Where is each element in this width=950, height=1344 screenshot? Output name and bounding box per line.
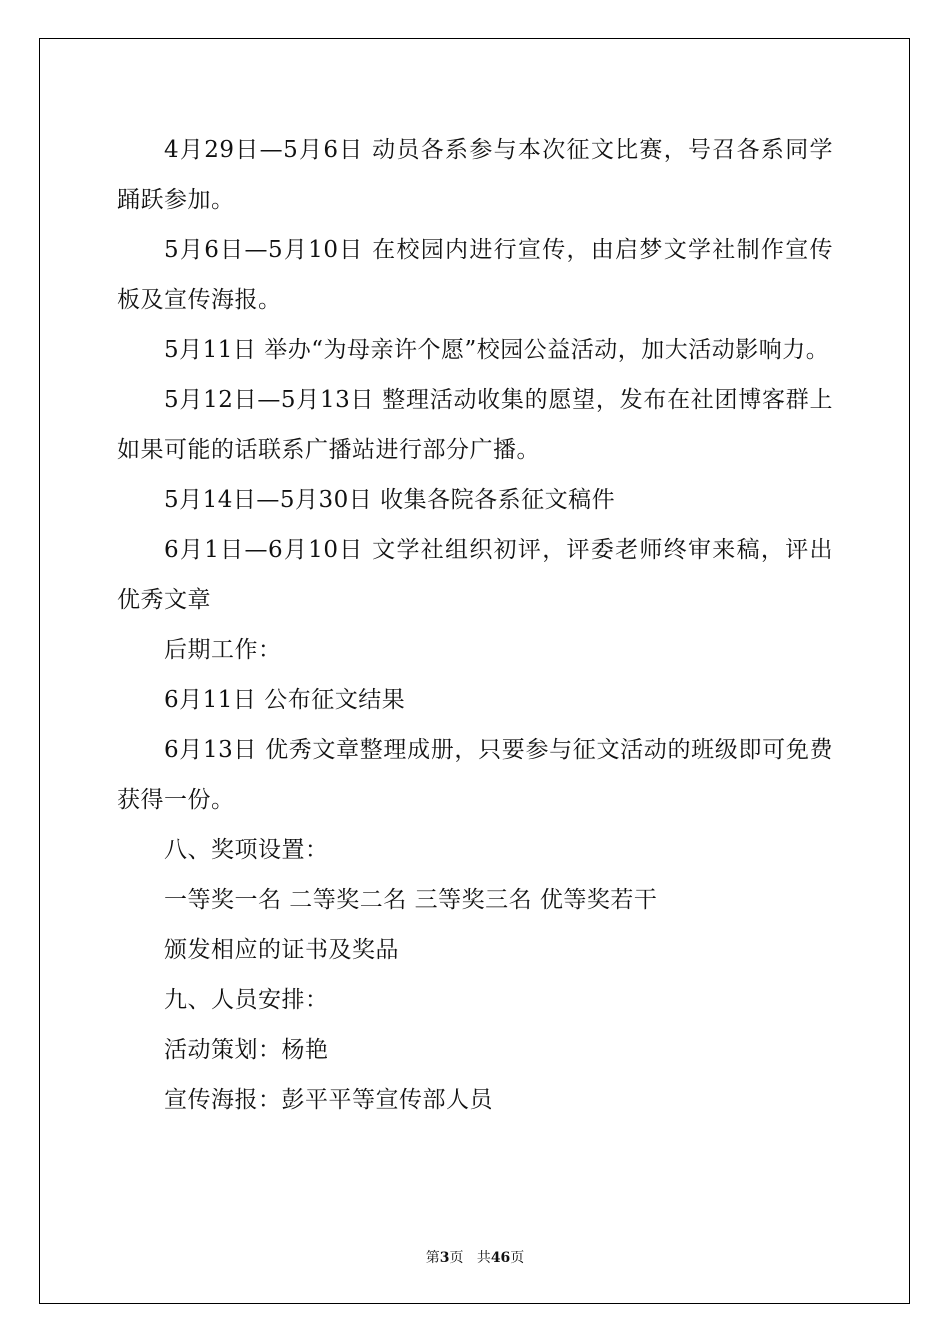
page-number: 3 — [439, 1250, 450, 1266]
paragraph: 颁发相应的证书及奖品 — [164, 937, 399, 963]
document-body — [117, 125, 833, 1125]
section-label: 后期工作： — [164, 637, 282, 663]
footer-prefix: 第 — [425, 1250, 440, 1266]
paragraph: 活动策划：杨艳 — [164, 1037, 329, 1063]
paragraph: 6月11日 公布征文结果 — [164, 687, 406, 713]
paragraph: 5月6日—5月10日 在校园内进行宣传，由启梦文学社制作宣传板及宣传海报。 — [117, 237, 833, 313]
paragraph: 5月12日—5月13日 整理活动收集的愿望，发布在社团博客群上如果可能的话联系广播站进行部分广播。 — [117, 387, 833, 463]
paragraph: 5月11日 举办“为母亲许个愿”校园公益活动，加大活动影响力。 — [164, 337, 830, 363]
paragraph: 一等奖一名 二等奖二名 三等奖三名 优等奖若干 — [164, 887, 658, 913]
total-pages: 46 — [490, 1250, 511, 1266]
section-heading: 八、奖项设置： — [164, 837, 329, 863]
paragraph: 6月1日—6月10日 文学社组织初评，评委老师终审来稿，评出优秀文章 — [117, 537, 833, 613]
footer-total-suffix: 页 — [510, 1250, 525, 1266]
footer-page-suffix: 页 — [449, 1250, 464, 1266]
paragraph: 6月13日 优秀文章整理成册，只要参与征文活动的班级即可免费获得一份。 — [117, 737, 833, 813]
footer-total-prefix: 共 — [476, 1250, 491, 1266]
page-footer — [0, 1247, 950, 1267]
paragraph: 宣传海报：彭平平等宣传部人员 — [164, 1087, 493, 1113]
section-heading: 九、人员安排： — [164, 987, 329, 1013]
paragraph: 4月29日—5月6日 动员各系参与本次征文比赛，号召各系同学踊跃参加。 — [117, 137, 833, 213]
paragraph: 5月14日—5月30日 收集各院各系征文稿件 — [164, 487, 616, 513]
